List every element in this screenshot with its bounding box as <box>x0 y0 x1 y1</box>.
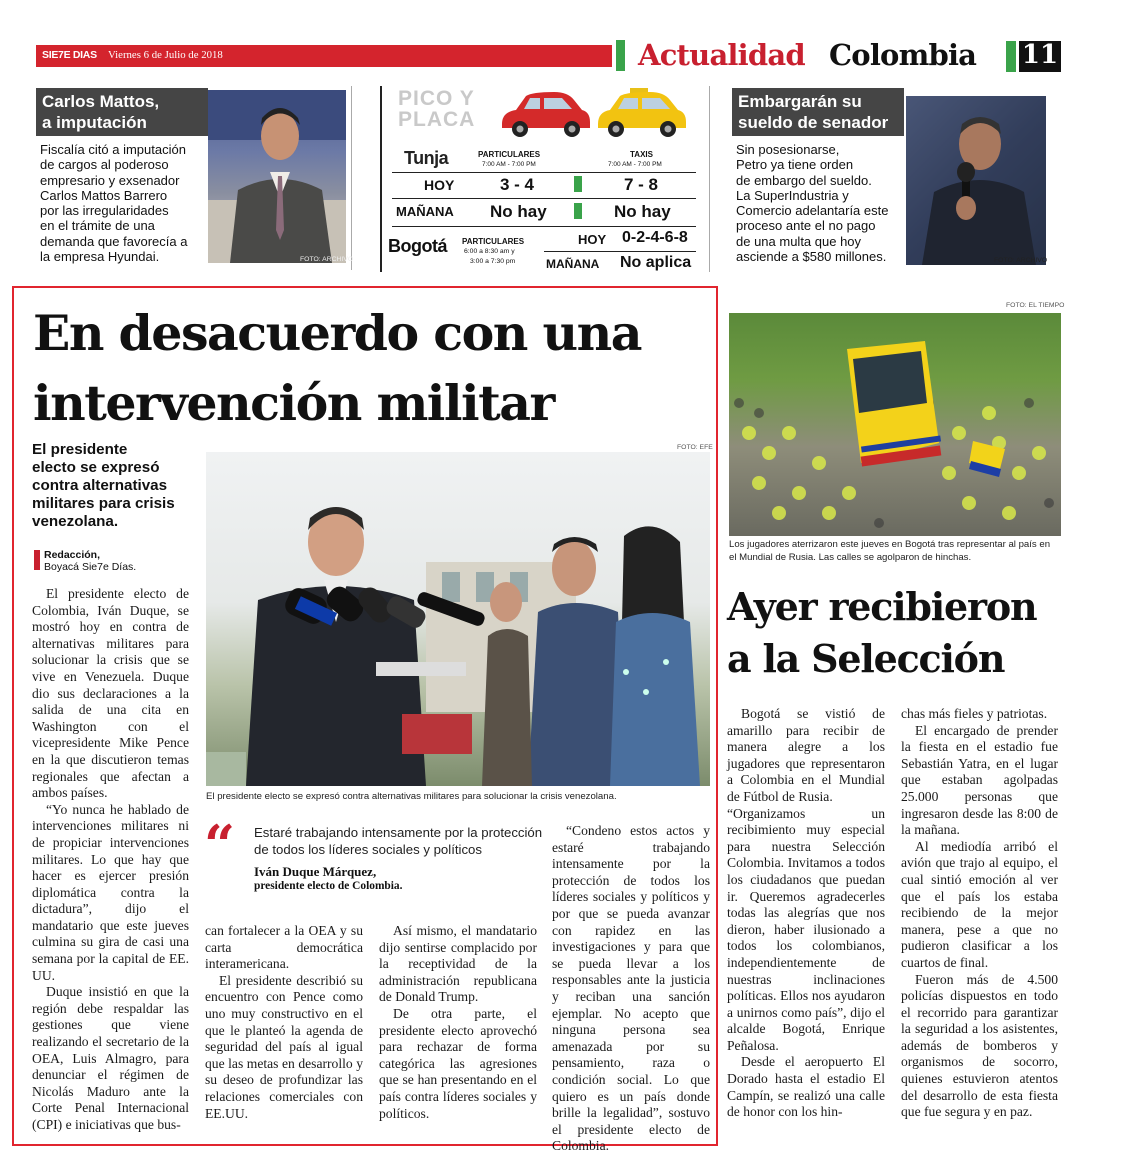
pull-quote-text: Estaré trabajando intensamente por la protección de todos los líderes sociales y políticos <box>254 825 543 857</box>
main-col-4 <box>552 823 710 1155</box>
section-title-actualidad: Actualidad <box>638 38 805 72</box>
mattos-line: Carlos Mattos Barrero <box>40 187 168 203</box>
paragraph: “Organizamos un recibimiento muy especial para nuestra Selección Colombia. Invitamos a todos los ciudadanos que puedan ir. Queremos agradecerles todas las alegrías que nos dieron, haber ilusionado a todos los colombianos, independientemente de nuestras inclinaciones políticas. Ellos nos ayudaron a unirnos como país”, dijo el alcalde Bogotá, Enrique Peñalosa. <box>727 805 885 1053</box>
mattos-line: por las irregularidades <box>40 203 169 219</box>
pull-quote-mark: “ <box>204 813 236 877</box>
header-green-mark-2 <box>1006 41 1016 72</box>
petro-line: proceso ante el no pago <box>736 218 876 234</box>
yellow-taxi-icon <box>592 86 688 140</box>
petro-title-line1: Embargarán su <box>738 92 862 111</box>
subhead-line: militares para crisis <box>32 495 175 512</box>
bogota-hours-1: 6:00 a 8:30 am y <box>464 248 515 255</box>
header-green-mark <box>616 40 625 71</box>
mattos-photo-credit: FOTO: ARCHIVO <box>300 256 354 263</box>
paragraph: Al mediodía arribó el avión que trajo al equipo, el cual sintió emoción al ver que el país los estaba recibiendo de la mejor manera, pese a que no pudieron clasificar a los cuartos de final. <box>901 838 1058 970</box>
bogota-label: Bogotá <box>388 236 447 256</box>
petro-line: La SuperIndustria y <box>736 187 849 203</box>
petro-line: Petro ya tiene orden <box>736 157 854 173</box>
paragraph: El presidente describió su encuentro con Pence como uno muy constructivo en el que le planteó la agenda de seguridad del país al igual que las metas en desarrollo y su deseo de profundizar las relaciones comerciales con EE.UU. <box>205 972 363 1121</box>
main-subhead <box>32 441 207 531</box>
particulares-label: PARTICULARES <box>478 150 541 159</box>
pull-quote-author: Iván Duque Márquez, <box>254 864 377 879</box>
paragraph: Así mismo, el mandatario dijo sentirse complacido por la receptividad de la administración republicana de Donald Trump. <box>379 923 537 1005</box>
mattos-title-line2: a imputación <box>42 113 147 132</box>
side-photo-caption: Los jugadores aterrizaron este jueves en Bogotá tras representar al país en el Mundial de Rusia. Las calles se agolparon de hinchas. <box>729 539 1051 563</box>
main-headline-line1: En desacuerdo con una <box>33 304 641 362</box>
petro-line: de embargo del sueldo. <box>736 172 872 188</box>
press-conference-figure <box>206 452 710 786</box>
paragraph: Bogotá se vistió de amarillo para recibir de manera alegre a los jugadores que representaron a Colombia en el Mundial de Fútbol de Rusia. <box>727 706 885 804</box>
manana-label: MAÑANA <box>396 204 454 219</box>
bogota-particulares: PARTICULARES <box>462 237 525 246</box>
main-col-3 <box>379 923 537 1122</box>
side-col-1 <box>727 706 885 1121</box>
pull-quote-role: presidente electo de Colombia. <box>254 880 403 892</box>
paragraph: El encargado de prender la fiesta en el estadio fue Sebastián Yatra, en el lugar que estaban agolpadas 25.000 personas que ingresaron desde las 8:00 de la mañana. <box>901 722 1058 838</box>
hoy-taxis: 7 - 8 <box>624 175 659 194</box>
main-photo-credit: FOTO: EFE <box>677 444 713 451</box>
side-photo-credit: FOTO: EL TIEMPO <box>1006 302 1065 309</box>
side-headline-line1: Ayer recibieron <box>727 584 1037 629</box>
petro-photo <box>906 96 1046 265</box>
petro-title-line2: sueldo de senador <box>738 113 889 132</box>
subhead-line: El presidente <box>32 441 128 458</box>
pp-row-line <box>392 226 696 227</box>
bogota-hoy-label: HOY <box>578 232 607 247</box>
byline-name: Redacción, <box>44 549 101 561</box>
bogota-hours-2: 3:00 a 7:30 pm <box>470 258 516 265</box>
side-photo <box>729 313 1061 536</box>
taxis-hours: 7:00 AM - 7:00 PM <box>608 161 662 168</box>
paragraph: De otra parte, el presidente electo aprovechó para rechazar de forma categórica las agresiones que se han presentando en el país contra líderes sociales y políticos. <box>379 1005 537 1121</box>
paragraph: El presidente electo de Colombia, Iván Duque, se mostró hoy en contra de alternativas militares para solucionar la crisis que se vive en Venezuela. Duque dio sus declaraciones a la salida de una cita en Washington con el vicepresidente Mike Pence en la que discutieron temas regionales que afectan a ambos países. <box>32 586 189 801</box>
mattos-title <box>36 88 208 136</box>
side-col-2 <box>901 706 1058 1121</box>
mattos-line: de cargos al poderoso <box>40 157 169 173</box>
header-date: Viernes 6 de Julio de 2018 <box>108 49 223 61</box>
petro-title <box>732 88 904 136</box>
page-number-text: 11 <box>1021 40 1059 70</box>
subhead-line: contra alternativas <box>32 477 168 494</box>
main-photo-caption: El presidente electo se expresó contra alternativas militares para solucionar la crisis venezolana. <box>206 791 617 802</box>
section-title-colombia: Colombia <box>829 38 977 72</box>
mattos-line: demanda que favorecía a <box>40 233 188 249</box>
bus-crowd-figure <box>729 313 1061 536</box>
hoy-particulares: 3 - 4 <box>500 175 535 194</box>
paragraph: chas más fieles y patriotas. <box>901 706 1048 721</box>
pico-title-1: PICO Y <box>398 87 475 110</box>
petro-line: asciende a $580 millones. <box>736 249 887 265</box>
manana-taxis: No hay <box>614 202 671 221</box>
subhead-line: venezolana. <box>32 513 119 530</box>
paragraph: can fortalecer a la OEA y su carta democrática interamericana. <box>205 923 363 972</box>
main-col-2 <box>205 923 363 1122</box>
pp-green-divider <box>574 203 582 219</box>
paragraph: Fueron más de 4.500 policías dispuestos en todo el recorrido para garantizar la seguridad a los asistentes, además de bomberos y organismos de socorro, quienes estuvieron atentos del desarrollo de esta fiesta que fue segura y en paz. <box>901 971 1058 1120</box>
mattos-line: la empresa Hyundai. <box>40 249 160 265</box>
petro-photo-credit: FOTO: ARCHIVO <box>994 257 1048 264</box>
mattos-photo <box>208 90 346 263</box>
main-col-1 <box>32 586 189 1134</box>
byline-red-mark <box>34 550 40 570</box>
bogota-manana-label: MAÑANA <box>546 257 600 271</box>
petro-portrait-figure <box>906 96 1046 265</box>
red-car-icon <box>496 88 592 140</box>
pp-row-line <box>544 251 696 252</box>
byline-place: Boyacá Sie7e Días. <box>44 561 137 573</box>
main-headline-line2: intervención militar <box>33 374 554 432</box>
tunja-label: Tunja <box>404 148 449 168</box>
brand-logo: SIE7E DIAS <box>42 49 97 61</box>
bogota-hoy-value: 0-2-4-6-8 <box>622 229 688 246</box>
side-headline-line2: a la Selección <box>727 636 1005 681</box>
manana-particulares: No hay <box>490 202 547 221</box>
pp-green-divider <box>574 176 582 192</box>
petro-line: Sin posesionarse, <box>736 142 840 157</box>
bogota-manana-value: No aplica <box>620 254 692 271</box>
mattos-line: Fiscalía citó a imputación <box>40 142 186 157</box>
pico-placa-title <box>398 88 475 130</box>
pp-row-line <box>392 172 696 173</box>
pp-row-line <box>392 198 696 199</box>
mattos-body <box>40 142 212 264</box>
paragraph: “Condeno estos actos y estaré trabajando intensamente por la protección de todos los líderes sociales y políticos y por que se pueda avanzar con rapidez en las investigaciones y para que se pueda llevar a los responsables ante la justicia y reciban una sanción ejemplar. No acepto que ninguna persona sea amenazada por su pensamiento, raza o condición social. Lo que quiero es un país donde brille la legalidad”, sostuvo el presidente electo de Colombia. <box>552 823 710 1154</box>
main-photo <box>206 452 710 786</box>
mattos-title-line1: Carlos Mattos, <box>42 92 160 111</box>
petro-body <box>736 142 908 264</box>
subhead-line: electo se expresó <box>32 459 160 476</box>
taxis-label: TAXIS <box>630 150 653 159</box>
petro-line: Comercio adelantaría este <box>736 203 889 219</box>
paragraph: “Yo nunca he hablado de intervenciones militares ni de propiciar intervenciones militares. Lo que hay que hacer es ejercer presión diplomática contra la dictadura”, dijo el mandatario que este jueves culmina su gira de casi una semana por la capital de EE. UU. <box>32 801 189 983</box>
mattos-line: empresario y exsenador <box>40 172 180 188</box>
mattos-portrait-figure <box>208 90 346 263</box>
pico-title-2: PLACA <box>398 108 476 131</box>
mattos-line: en el trámite de una <box>40 218 155 234</box>
particulares-hours: 7:00 AM - 7:00 PM <box>482 161 536 168</box>
petro-line: de una multa que hoy <box>736 233 862 249</box>
hoy-label: HOY <box>424 177 455 193</box>
paragraph: Duque insistió en que la región debe respaldar las gestiones que viene realizando el secretario de la OEA, Luis Almagro, para denunciar el régimen de Nicolás Maduro ante la Corte Penal Internacional (CPI) e iniciativas que bus- <box>32 984 189 1132</box>
paragraph: Desde el aeropuerto El Dorado hasta el estadio El Campín, se realizó una calle de honor con los hin- <box>727 1054 885 1120</box>
